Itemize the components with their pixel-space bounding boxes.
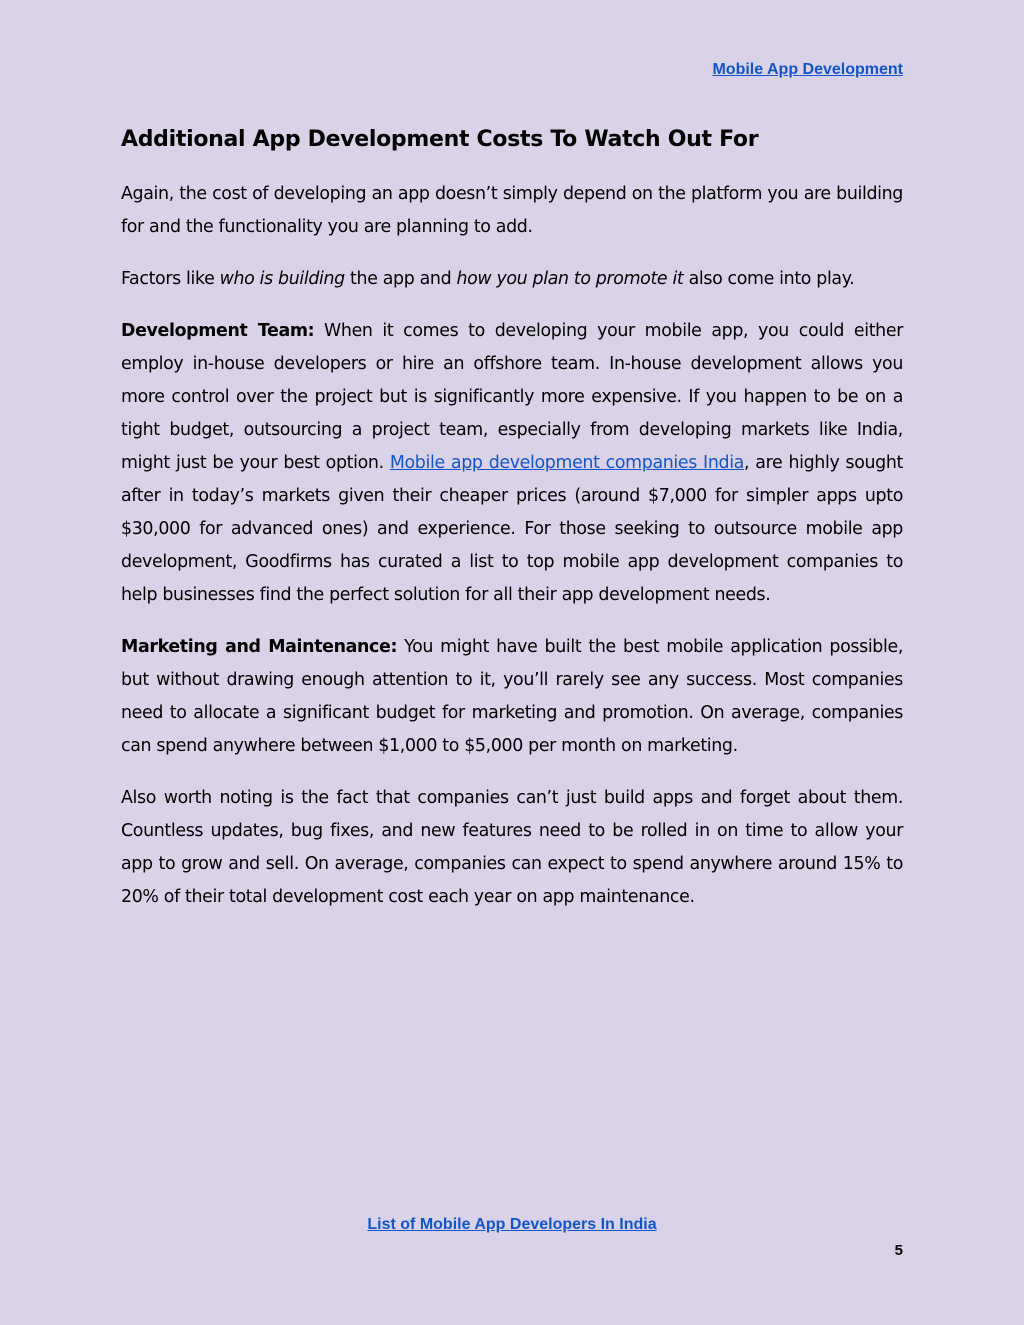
footer-link-mobile-app-developers-india[interactable]: List of Mobile App Developers In India: [367, 1216, 657, 1233]
paragraph-factors-text-2: the app and: [344, 269, 457, 289]
development-team-label: Development Team:: [121, 321, 315, 341]
footer: [0, 1216, 1024, 1234]
marketing-maintenance-label: Marketing and Maintenance:: [121, 637, 398, 657]
page-number: 5: [894, 1242, 903, 1259]
page-title: Additional App Development Costs To Watch Out For: [121, 127, 759, 152]
development-team-text-2: , are highly sought after in today’s markets given their cheaper prices (around $7,000 for simpler apps upto $30,000 for advanced ones) and experience. For those seeking to outsource mobile app development, Goodfirms has curated a list to top mobile app development companies to help businesses find the perfect solution for all their app development needs.: [121, 453, 903, 605]
paragraph-development-team: [121, 315, 903, 612]
paragraph-factors: [121, 263, 903, 296]
header-link-mobile-app-development[interactable]: Mobile App Development: [712, 61, 903, 78]
paragraph-factors-italic-1: who is building: [219, 269, 345, 289]
mobile-app-companies-india-link[interactable]: Mobile app development companies India: [389, 453, 744, 473]
paragraph-factors-text-3: also come into play.: [683, 269, 855, 289]
development-team-text-1: When it comes to developing your mobile app, you could either employ in-house developers or hire an offshore team. In-house development allows you more control over the project but is significantly more expensive. If you happen to be on a tight budget, outsourcing a project team, especially from developing markets like India, might just be your best option.: [121, 321, 904, 473]
paragraph-factors-italic-2: how you plan to promote it: [456, 269, 684, 289]
paragraph-factors-text-1: Factors like: [121, 269, 220, 289]
page-content: [121, 122, 903, 933]
paragraph-intro: Again, the cost of developing an app doesn’t simply depend on the platform you are building for and the functionality you are planning to add.: [121, 184, 903, 237]
marketing-maintenance-text: You might have built the best mobile application possible, but without drawing enough attention to it, you’ll rarely see any success. Most companies need to allocate a significant budget for marketing and promotion. On average, companies can spend anywhere between $1,000 to $5,000 per month on marketing.: [121, 637, 903, 756]
paragraph-marketing-maintenance: [121, 631, 903, 763]
paragraph-maintenance-cost: Also worth noting is the fact that companies can’t just build apps and forget about them. Countless updates, bug fixes, and new features need to be rolled in on time to allow your app to grow and sell. On average, companies can expect to spend anywhere around 15% to 20% of their total development cost each year on app maintenance.: [121, 788, 903, 907]
